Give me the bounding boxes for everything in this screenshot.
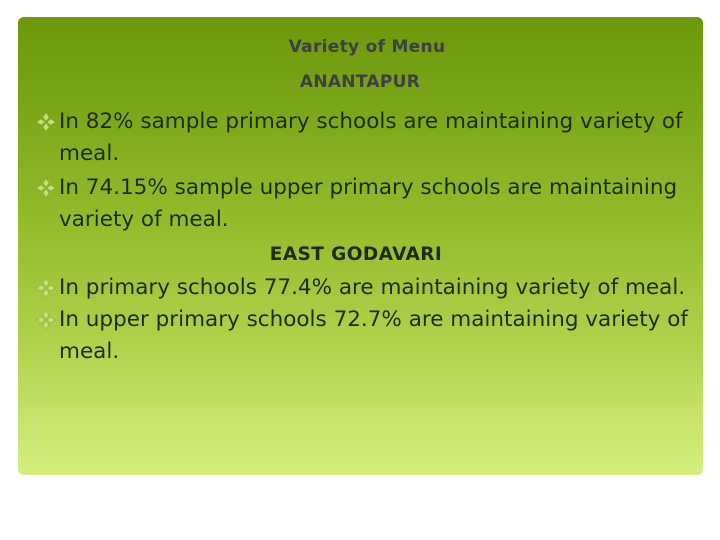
four-diamond-bullet-icon xyxy=(36,172,59,204)
bullet-text: In upper primary schools 72.7% are maintaining variety of meal. xyxy=(59,307,688,364)
bullet-text: In 74.15% sample upper primary schools are maintaining variety of meal. xyxy=(59,175,678,232)
section-heading: EAST GODAVARI xyxy=(269,244,443,265)
slide-content xyxy=(36,106,706,368)
slide-title: Variety of Menu xyxy=(288,37,446,57)
bullet-text: In primary schools 77.4% are maintaining variety of meal. xyxy=(59,275,686,300)
bullet-item xyxy=(36,272,706,304)
bullet-text: In 82% sample primary schools are maintaining variety of meal. xyxy=(59,109,683,166)
slide-subtitle: ANANTAPUR xyxy=(299,72,421,92)
bullet-item xyxy=(36,172,706,236)
four-diamond-bullet-icon xyxy=(36,106,59,138)
four-diamond-bullet-icon xyxy=(36,272,59,304)
bullet-item xyxy=(36,106,706,170)
four-diamond-bullet-icon xyxy=(36,304,59,336)
bullet-item xyxy=(36,304,706,368)
